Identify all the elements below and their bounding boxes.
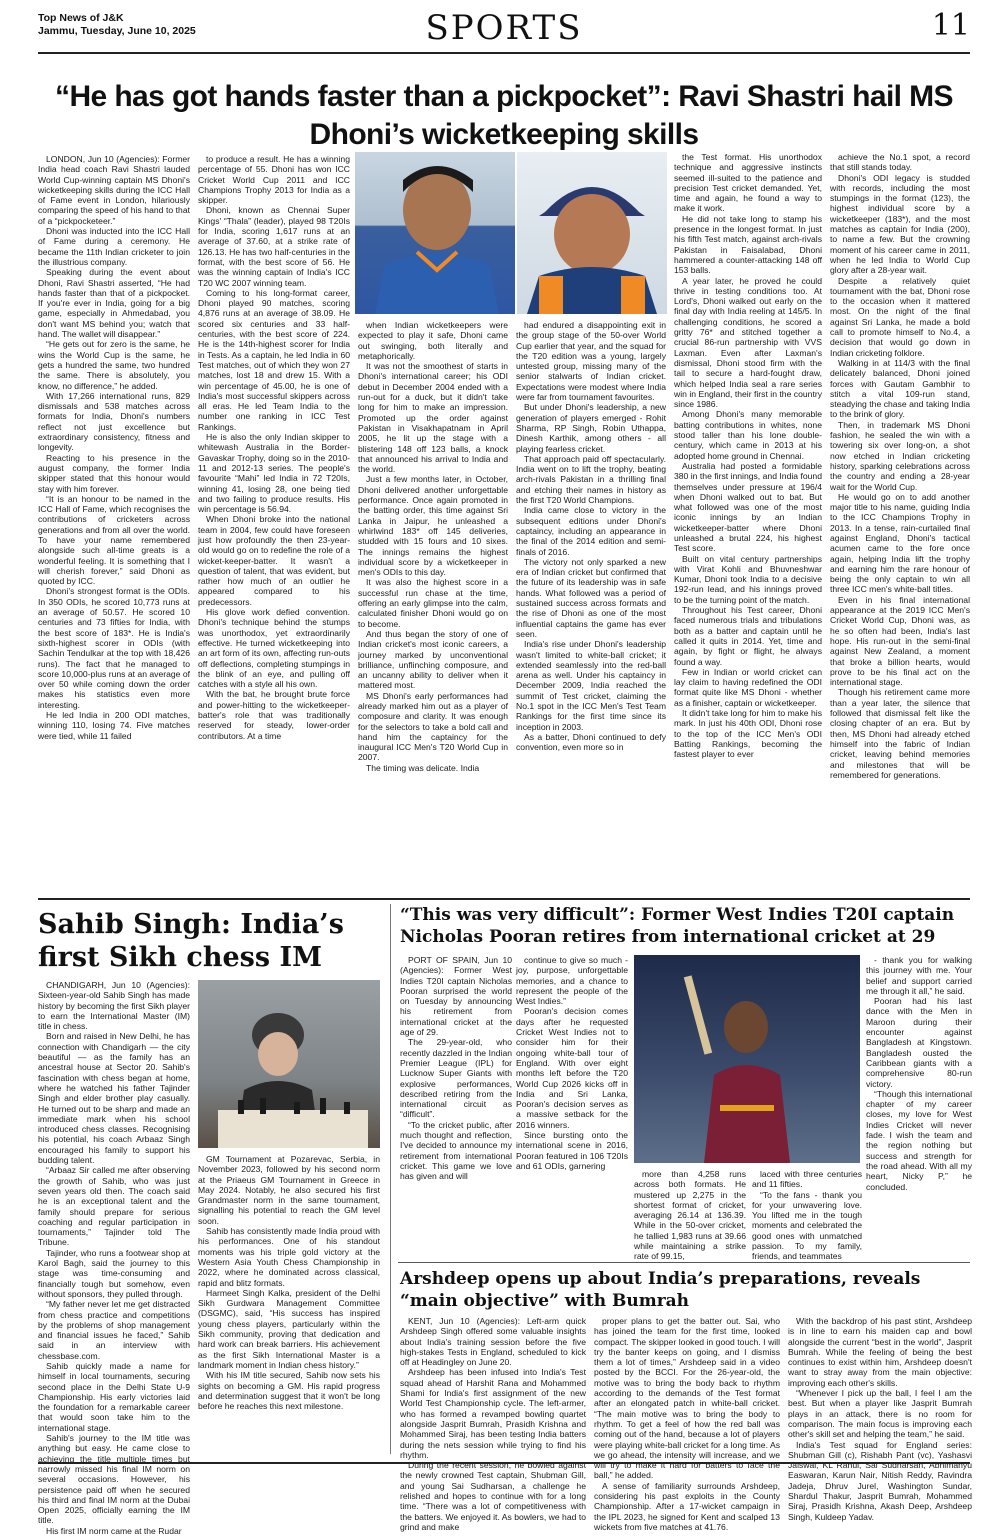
arshdeep-column-3 — [788, 1316, 972, 1522]
lead-headline: “He has got hands faster than a pickpocket”: Ravi Shastri hail MS Dhoni’s wicketkeeping skills — [55, 80, 953, 151]
paragraph: Then, in trademark MS Dhoni fashion, he sealed the win with a towering six over long-on, a shot now etched in Indian cricketing history, sparking celebrations across the country and ending a 28-year wait for the World Cup. — [830, 419, 970, 492]
paragraph: “Whenever I pick up the ball, I feel I am the best. But when a player like Jasprit Bumrah plays in an attack, there is no room for comparison. The main focus is improving each other's skill set and helping the team,” he said. — [788, 1388, 972, 1440]
masthead — [38, 8, 970, 68]
paragraph: And thus began the story of one of Indian cricket's most iconic careers, a journey marked by unconventional brilliance, unflinching composure, and an uncanny ability to deliver when it mattered most. — [358, 628, 508, 691]
paragraph: Dhoni's ODI legacy is studded with records, including the most stumpings in the format (123), the highest individual score by a wicketkeeper (183*), and the most matches as captain for India (200), to name a few. But the crowning moment of his career came in 2011, when he led India to World Cup glory after a 28-year wait. — [830, 172, 970, 276]
sahib-column-2 — [198, 1154, 380, 1454]
paragraph: when Indian wicketkeepers were expected to play it safe, Dhoni came out swinging, both literally and metaphorically. — [358, 320, 508, 361]
pooran-column-1 — [400, 955, 512, 1195]
paragraph: Tajinder, who runs a footwear shop at Karol Bagh, said the journey to this stage was time-consuming and financially tough but somehow, even without sponsors, they pulled through. — [38, 1247, 190, 1299]
sahib-column-1 — [38, 980, 190, 1536]
section-divider — [390, 904, 391, 1454]
pooran-headline: “This was very difficult”: Former West Indies T20I captain Nicholas Pooran retires from international cricket at 29 — [400, 905, 955, 947]
paragraph: India came close to victory in the subsequent editions under Dhoni's captaincy, including an appearance in the final of the 2014 edition and semi-finals of 2016. — [516, 505, 666, 557]
paragraph: The timing was delicate. India — [366, 762, 480, 773]
paragraph: Pooran's decision comes days after he requested Cricket West Indies not to consider him for their ongoing white-ball tour of England. With over eight months left before the T20 World Cup 2026 kicks off in India and Sri Lanka, Pooran's decision serves as a massive setback for the 2016 winners. — [516, 1006, 628, 1130]
paragraph: As a batter, Dhoni continued to defy convention, even more so in — [516, 731, 666, 753]
paragraph: He led India in 200 ODI matches, winning 110, losing 74. Five matches were tied, while 11 failed — [38, 710, 190, 741]
paragraph: “Though this international chapter of my career closes, my love for West Indies Cricket will never fade. I wish the team and the region nothing but success and strength for the road ahead. With all my heart, Nicky P,” he concluded. — [866, 1088, 972, 1192]
paragraph: Few in Indian or world cricket can lay claim to having redefined the ODI format quite like MS Dhoni - whether as a finisher, captain or wicketkeeper. — [674, 666, 822, 708]
paragraph: “To the cricket public, after much thought and reflection, I've decided to announce my retirement from international cricket. This game we love has given and will — [400, 1119, 512, 1182]
paragraph: Built on vital century partnerships with Virat Kohli and Bhuvneshwar Kumar, Dhoni took India to a decisive 192-run lead, and his innings proved to be the turning point of the match. — [674, 553, 822, 605]
paragraph: Arshdeep has been infused into India's Test squad ahead of Harshit Rana and Mohammed Shami for India's first assignment of the new World Test Championship cycle. The left-armer, who has formed a revamped bowling quartet alongside Jasprit Bumrah, Prasidh Krishna and Mohammed Siraj, has been testing India batters during the nets session while trying to find his rhythm. — [400, 1367, 586, 1460]
paragraph: had endured a disappointing exit in the group stage of the 50-over World Cup earlier that year, and the squad for the T20 edition was a young, largely untested group, missing many of the senior stalwarts of Indian cricket. Expectations were modest where India were far from tournament favourites. — [516, 320, 666, 403]
paragraph: With the backdrop of his past stint, Arshdeep is in line to earn his maiden cap and bowl alongside the current “best in the world”, Jasprit Bumrah. While the feeling of being the best continues to exist within him, Arshdeep doesn't want to stray away from the main objective: improving each other's skills. — [788, 1316, 972, 1388]
paragraph: Pooran had his last dance with the Men in Maroon during their encounter against Bangladesh at Kingstown. Bangladesh ousted the Caribbean giants with a comprehensive 80-run victory. — [866, 996, 972, 1089]
paragraph: India's Test squad for England series: Shubman Gill (c), Rishabh Pant (vc), Yashasvi Jaiswal, KL Rahul, Sai Sudharsan, Abhimanyu Easwaran, Karun Nair, Nitish Reddy, Ravindra Jadeja, Dhruv Jurel, Washington Sundar, Shardul Thakur, Jasprit Bumrah, Mohammed Siraj, Prasidh Krishna, Akash Deep, Arshdeep Singh, Kuldeep Yadav. — [788, 1439, 972, 1522]
paragraph: CHANDIGARH, Jun 10 (Agencies): Sixteen-year-old Sahib Singh has made history by becoming the first Sikh player to earn the International Master (IM) title in chess. — [38, 980, 190, 1032]
paragraph: It was not the smoothest of starts in Dhoni's international career; his ODI debut in December 2004 ended with a run-out for a duck, but it didn't take long for him to make an impression. Promoted up the order against Pakistan in Visakhapatnam in April 2005, he lit up the stage with a blistering 148 off 123 balls, a knock that announced his arrival to India and the world. — [358, 361, 508, 475]
paragraph: Dhoni's strongest format is the ODIs. In 350 ODIs, he scored 10,773 runs at an average of 50.57. He scored 10 centuries and 73 fifties for India, with the best score of 183*. He is India's sixth-highest scorer in ODIs (with Sachin Tendulkar at the top with 18,426 runs). The fact that he managed to score 10,000-plus runs at an average of over 50 while coming down the order makes his statistics even more interesting. — [38, 586, 190, 710]
paragraph: Sahib has consistently made India proud with his performances. One of his standout moments was his triple gold victory at the Western Asia Youth Chess Championship in 2022, where he dominated across classical, rapid and blitz formats. — [198, 1226, 380, 1288]
dhoni-photo — [355, 152, 515, 314]
paragraph: Dhoni, known as Chennai Super Kings' “Thala” (leader), played 98 T20Is for India, scoring 1,617 runs at an average of 37.60, at a strike rate of 126.13. He has two half-centuries in the format, with the best score of 56. He was the winning captain of India's ICC T20 WC 2007 winning team. — [198, 205, 350, 288]
paragraph: Since bursting onto the international scene in 2016, Pooran featured in 106 T20Is and 61 ODIs, garnering — [516, 1130, 628, 1171]
pooran-column-5 — [866, 955, 972, 1255]
lead-bottom-rule — [38, 898, 970, 900]
shastri-photo — [517, 152, 667, 314]
paragraph: Speaking during the event about Dhoni, Ravi Shastri asserted, “He had hands faster than that of a pickpocket. If you're ever in India, going for a big game, especially in Ahmedabad, you don't want MS behind you; watch that hand. The wallet will disappear.” — [38, 267, 190, 340]
paragraph: Despite a relatively quiet tournament with the bat, Dhoni rose to the occasion when it mattered most. On the night of the final against Sri Lanka, he made a bold call to promote himself to No.4, a decision that would go down in Indian cricketing folklore. — [830, 275, 970, 358]
lead-column-2 — [198, 154, 350, 892]
paper-name: Top News of J&K — [38, 12, 124, 24]
paragraph: Coming to his long-format career, Dhoni played 90 matches, scoring 4,876 runs at an average of 38.09. He scored six centuries and 33 half-centuries, with the best score of 224. He is the 14th-highest scorer for India in Tests. As a captain, he led India in 60 Test matches, out of which they won 27 matches, lost 18 and drew 15. With a win percentage of 45.00, he is one of India's most successful skippers across all eras. He led Team India to the number one ranking in ICC Test Rankings. — [198, 287, 350, 432]
paragraph: “To the fans - thank you for your unwavering love. You lifted me in the tough moments and celebrated the good ones with unmatched passion. To my family, friends, and teammates — [752, 1189, 862, 1262]
paragraph: Sahib's journey to the IM title was anything but easy. He came close to achieving the title multiple times but narrowly missed his final IM norm on several occasions. However, his persistence paid off when he secured his third and final IM norm at the Dubai Open 2025, officially earning the IM title. — [38, 1433, 190, 1526]
chess-player-illustration — [198, 980, 380, 1148]
arshdeep-headline: Arshdeep opens up about India’s preparations, reveals “main objective” with Bumrah — [400, 1269, 921, 1311]
paragraph: - thank you for walking this journey with me. Your belief and support carried me through it all,” he said. — [866, 955, 972, 996]
paragraph: laced with three centuries and 11 fifties. — [752, 1169, 862, 1190]
paragraph: With 17,266 international runs, 829 dismissals and 538 matches across formats for India, Dhoni's numbers reflect not just excellence but extraordinary consistency, fitness and longevity. — [38, 390, 190, 453]
paragraph: PORT OF SPAIN, Jun 10 (Agencies): Former West Indies T20I captain Nicholas Pooran surprised the world on Tuesday by announcing his retirement from international cricket at the age of 29. — [400, 955, 512, 1038]
paragraph: A sense of familiarity surrounds Arshdeep, considering his past exploits in the County Championship. After a 17-wicket campaign in the IPL 2023, he signed for Kent and scalped 13 wickets from five matches at 41.76. — [594, 1480, 780, 1532]
paragraph: “Arbaaz Sir called me after observing the growth of Sahib, who was just seven years old then. The coach said he is an exceptional talent and the family should prepare for serious coaching and regular participation in tournaments,” Tajinder told The Tribune. — [38, 1165, 190, 1248]
paragraph: Among Dhoni's many memorable batting contributions in whites, none stood taller than his lone double-century, which came in 2013 at his adopted home ground in Chennai. — [674, 409, 822, 461]
lead-column-5 — [674, 152, 822, 892]
paragraph: During the recent session, he bowled against the newly crowned Test captain, Shubman Gill, and young Sai Sudharsan, a challenge he relished and hopes to continue with for a long time. “There was a lot of competitiveness with the batters. We enjoyed it. As bowlers, we had to grind and make — [400, 1460, 586, 1532]
page-bottom-rule — [38, 1462, 970, 1464]
paragraph: Born and raised in New Delhi, he has connection with Chandigarh — the city beautiful — as the family has an ancestral house at Sector 20. Sahib's fascination with chess began at home, where he watched his father Tajinder Singh and elder brother play casually. He turned out to be sharp and made an immediate mark when his school introduced chess classes. Recognising his potential, his coach Arbaaz Singh encouraged his family to support his budding talent. — [38, 1031, 190, 1166]
lead-column-4 — [516, 320, 666, 892]
masthead-rule — [38, 52, 970, 54]
paragraph: A year later, he proved he could thrive in testing conditions too. At Lord's, Dhoni walked out early on the final day with India reeling at 145/5. In challenging conditions, he scored a gritty 76* and stitched together a crucial 86-run partnership with VVS Laxman. Even after Laxman's dismissal, Dhoni stood firm with the tail to secure a hard-fought draw, which helped India seal a rare series win in England, their first in the country since 1986. — [674, 275, 822, 410]
paragraph: LONDON, Jun 10 (Agencies): Former India head coach Ravi Shastri lauded World Cup-winning captain MS Dhoni's wicketkeeping skills during the ICC Hall of Fame event in London, hilariously comparing the speed of his hand to that of a “pickpocketeer.” — [38, 154, 190, 226]
paragraph: KENT, Jun 10 (Agencies): Left-arm quick Arshdeep Singh offered some valuable insights about India's training session before the five high-stakes Tests in England, scheduled to kick off at Headingley on June 20. — [400, 1316, 586, 1368]
paragraph: When Dhoni broke into the national team in 2004, few could have foreseen just how profoundly the then 23-year-old would go on to redefine the role of a wicket-keeper-batter. It wasn't a question of talent, that was evident, but rather how much of an outlier he appeared compared to his predecessors. — [198, 514, 350, 607]
paragraph: But under Dhoni's leadership, a new generation of players emerged - Rohit Sharma, RP Singh, Robin Uthappa, Dinesh Karthik, among others - all playing fearless cricket. — [516, 402, 666, 454]
arshdeep-column-1 — [400, 1316, 586, 1532]
shastri-illustration — [517, 152, 667, 314]
paragraph: Reacting to his presence in the august company, the former India skipper stated that this honour would stay with him forever. — [38, 452, 190, 494]
paragraph: Australia had posted a formidable 380 in the first innings, and India found themselves under pressure at 196/4 when Dhoni walked out to bat. But what followed was one of the most iconic innings by an Indian wicketkeeper-batter where Dhoni unleashed a brutal 224, his highest Test score. — [674, 460, 822, 554]
sahib-headline: Sahib Singh: India’s first Sikh chess IM — [38, 909, 344, 973]
paragraph: Dhoni was inducted into the ICC Hall of Fame during a ceremony. He became the 11th Indian cricketer to join the illustrious company. — [38, 226, 190, 267]
paragraph: Even in his final international appearance at the 2019 ICC Men's Cricket World Cup, Dhoni was, as he so often had been, India's last hope. His run-out in the semi-final against New Zealand, a moment that broke a billion hearts, would prove to be his final act on the international stage. — [830, 594, 970, 688]
paragraph: to produce a result. He has a winning percentage of 55. Dhoni has won ICC Cricket World Cup 2011 and ICC Champions Trophy 2013 for India as a skipper. — [198, 154, 350, 206]
paragraph: It didn't take long for him to make his mark. In just his 40th ODI, Dhoni rose to the top of the ICC Men's ODI Batting Rankings, becoming the fastest player to ever — [674, 708, 822, 760]
paragraph: His first IM norm came at the Rudar — [46, 1525, 182, 1536]
pooran-column-4 — [752, 1169, 862, 1262]
paragraph: proper plans to get the batter out. Sai, who has joined the team for the first time, looked compact. The skipper looked in good touch. I will try the banter keeps on going, and I dismiss them a lot of times,” Arshdeep said in a video posted by the BCCI. For the 26-year-old, the motive was to bring the body back to rhythm according to the demands of the Test format after an elongated patch in white-ball cricket. “The main motive was to bring the body to rhythm. To get a feel of how the red ball was coming out of the hand, because a lot of players were playing white-ball cricket for a long time. As we go ahead, the intensity will increase, and we will try to make it hard for batters to face the ball,” he added. — [594, 1316, 780, 1481]
sahib-photo — [198, 980, 380, 1148]
paragraph: Sahib quickly made a name for himself in local tournaments, securing second place in the Delhi State U-9 Championship. His early victories laid the foundation for a remarkable career that would soon take him to the international stage. — [38, 1360, 190, 1433]
paragraph: That approach paid off spectacularly. India went on to lift the trophy, beating arch-rivals Pakistan in a thrilling final and etching their names in history as the first T20 World Champions. — [516, 453, 666, 506]
paragraph: achieve the No.1 spot, a record that still stands today. — [830, 152, 970, 173]
lead-column-1 — [38, 154, 190, 892]
paragraph: continue to give so much - joy, purpose, unforgettable memories, and a chance to represent the people of the West Indies.” — [516, 955, 628, 1007]
paragraph: Though his retirement came more than a year later, the silence that followed that dismissal felt like the closing chapter of an era. But by then, MS Dhoni had already etched himself into the fabric of Indian cricket, leaving behind memories and milestones that will be remembered for generations. — [830, 687, 970, 780]
paragraph: “It is an honour to be named in the ICC Hall of Fame, which recognises the contributions of cricketers across generations and from all over the world. To have your name remembered alongside such all-time greats is a wonderful feeling. It is something that I will cherish forever,” said Dhoni as quoted by ICC. — [38, 493, 190, 587]
paragraph: more than 4,258 runs across both formats. He mustered up 2,275 in the shortest format of cricket, averaging 26.14 at 136.39. While in the 50-over cricket, he tallied 1,983 runs at 39.66 while maintaining a strike rate of 99.15, — [634, 1169, 746, 1262]
paragraph: Walking in at 114/3 with the final delicately balanced, Dhoni joined forces with Gautam Gambhir to stitch a vital 109-run stand, steadying the chase and taking India to the brink of glory. — [830, 357, 970, 420]
arshdeep-column-2 — [594, 1316, 780, 1532]
page-number: 11 — [931, 8, 970, 43]
pooran-column-2 — [516, 955, 628, 1195]
paragraph: He would go on to add another major title to his name, guiding India to the ICC Champions Trophy in 2013. In a tense, rain-curtailed final against England, Dhoni's tactical acumen came to the fore once again, helping India lift the trophy and earning him the rare honour of being the only captain to win all three ICC men's white-ball titles. — [830, 491, 970, 595]
dateline: Jammu, Tuesday, June 10, 2025 — [38, 25, 196, 37]
dhoni-illustration — [355, 152, 515, 314]
paragraph: With his IM title secured, Sahib now sets his sights on becoming a GM. His rapid progress and determination suggest that it won't be long before he reaches this next milestone. — [198, 1370, 380, 1412]
pooran-column-3 — [634, 1169, 746, 1262]
paragraph: “My father never let me get distracted from chess practice and competitions by the problems of shop management and financial issues he faced,” Sahib said in an interview with chessbase.com. — [38, 1299, 190, 1361]
paragraph: With the bat, he brought brute force and power-hitting to the wicketkeeper-batter's role that was traditionally reserved for steady, lower-order contributors. At a time — [198, 689, 350, 741]
paragraph: The 29-year-old, who recently dazzled in the Indian Premier League (IPL) for Lucknow Super Giants with explosive performances, described retiring from the international circuit as “difficult”. — [400, 1037, 512, 1120]
section-title: SPORTS — [425, 8, 583, 48]
paragraph: Throughout his Test career, Dhoni faced numerous trials and tribulations both as a batter and captain until he called it quits in 2014. Yet, time and again, by fight or flight, he always found a way. — [674, 605, 822, 667]
paragraph: He did not take long to stamp his presence in the longest format. In just his fifth Test match, against arch-rivals Pakistan in Faisalabad, Dhoni hammered a counter-attacking 148 off 153 balls. — [674, 213, 822, 276]
paragraph: It was also the highest score in a successful run chase at the time, offering an early glimpse into the calm, calculated finisher Dhoni would go on to become. — [358, 577, 508, 629]
paragraph: MS Dhoni's early performances had already marked him out as a player of composure and clarity. It was enough for the selectors to take a bold call and hand him the captaincy for the inaugural ICC Men's T20 World Cup in 2007. — [358, 690, 508, 763]
paragraph: the Test format. His unorthodox technique and aggressive instincts seemed ill-suited to the patience and precision Test cricket demanded. Yet, time and again, he found a way to make it work. — [674, 152, 822, 214]
pooran-bottom-rule — [398, 1262, 970, 1263]
paragraph: GM Tournament at Pozarevac, Serbia, in November 2023, followed by his second norm at the Priaeus GM Tournament in Greece in May 2024. Notably, he also secured his first Grandmaster norm in the same tournament, signalling his potential to reach the GM level soon. — [198, 1154, 380, 1226]
paragraph: Just a few months later, in October, Dhoni delivered another unforgettable performance. Once again promoted in the batting order, this time against Sri Lanka in Jaipur, he unleashed a whirlwind 183* off 145 deliveries, studded with 15 fours and 10 sixes. The innings remains the highest individual score by a wicketkeeper in men's ODIs to this day. — [358, 474, 508, 578]
paragraph: Harmeet Singh Kalka, president of the Delhi Sikh Gurdwara Management Committee (DSGMC), said, “His success has inspired young chess players, particularly within the Sikh community, proving that dedication and hard work can break barriers. His achievement as the first Sikh International Master is a landmark moment in Indian chess history.” — [198, 1287, 380, 1370]
lead-column-6 — [830, 152, 970, 892]
paragraph: His glove work defied convention. Dhoni's technique behind the stumps was unorthodox, yet extraordinarily effective. He turned wicketkeeping into an art form of its own, affecting run-outs off deflections, completing stumpings in the blink of an eye, and pulling off catches with a style all his own. — [198, 607, 350, 690]
paragraph: He is also the only Indian skipper to whitewash Australia in the Border-Gavaskar Trophy, doing so in the 2010-11 and 2012-13 series. The people's favourite “Mahi” led India in 72 T20Is, winning 41, losing 28, one being tied and two failing to produce results. His win percentage is 56.94. — [198, 432, 350, 515]
paragraph: The victory not only sparked a new era of Indian cricket but confirmed that the future of its leadership was in safe hands. What followed was a period of sustained success across formats and the rise of Dhoni as one of the most influential captains the game has ever seen. — [516, 556, 666, 639]
paragraph: “He gets out for zero is the same, he wins the World Cup is the same, he gets a hundred the same, two hundred the same. There is absolutely, you know, no difference,” he added. — [38, 339, 190, 391]
pooran-photo — [634, 955, 860, 1163]
lead-column-3 — [358, 320, 508, 892]
paragraph: India's rise under Dhoni's leadership wasn't limited to white-ball cricket; it extended seamlessly into the red-ball arena as well. Under his captaincy in December 2009, India reached the summit of Test cricket, claiming the No.1 spot in the ICC Men's Test Team Rankings for the first time since its inception in 2003. — [516, 639, 666, 732]
pooran-illustration — [634, 955, 860, 1163]
